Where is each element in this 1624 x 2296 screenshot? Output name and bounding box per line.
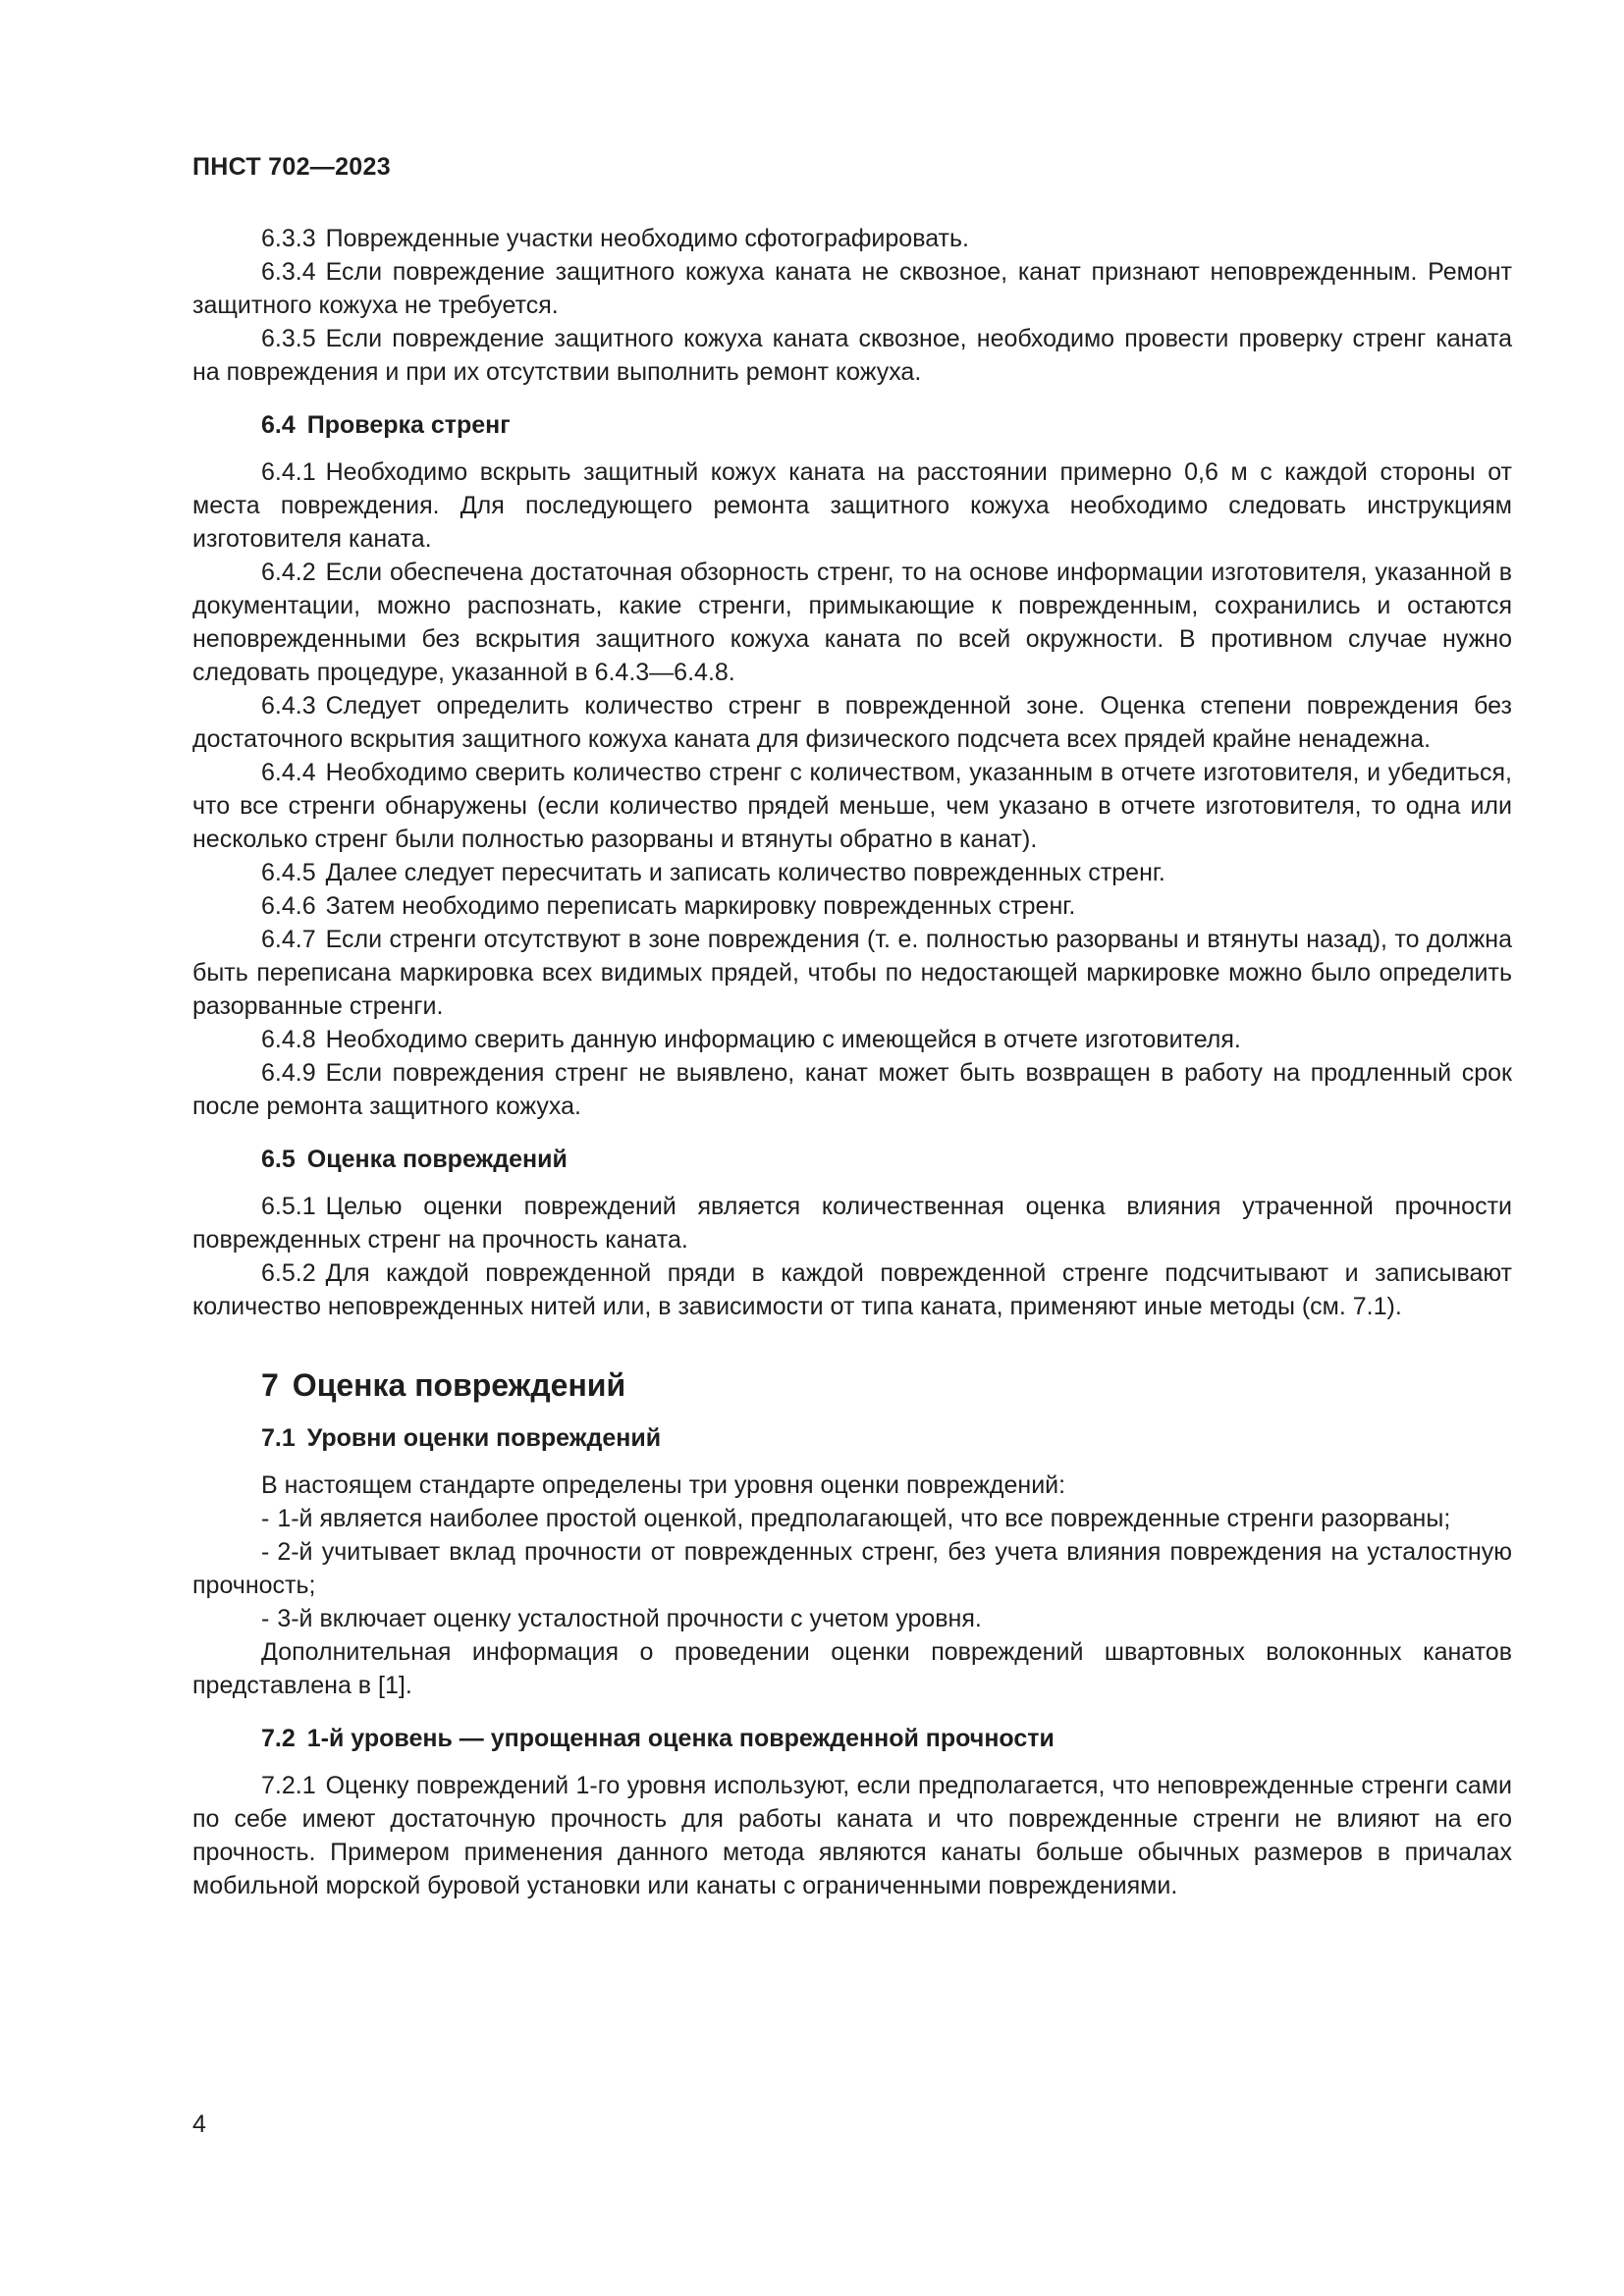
- clause-7-2-1: [192, 1769, 1512, 1902]
- clause-text: Для каждой поврежденной пряди в каждой поврежденной стренге подсчитывают и записывают количество неповрежденных нитей или, в зависимости от типа каната, применяют иные методы (см. 7.1).: [192, 1259, 1512, 1320]
- document-body: [192, 222, 1512, 1902]
- clause-number: 6.5.1: [261, 1193, 316, 1220]
- section-title: Уровни оценки повреждений: [306, 1424, 662, 1452]
- page-number: 4: [192, 2110, 206, 2138]
- bullet-dash: -: [261, 1538, 270, 1566]
- clause-6-4-6: [192, 889, 1512, 923]
- level-bullet-3: [192, 1602, 1512, 1635]
- clause-number: 7.2.1: [261, 1772, 316, 1799]
- section-heading-7-2: [192, 1722, 1512, 1755]
- clause-6-4-9: [192, 1056, 1512, 1123]
- clause-number: 6.3.4: [261, 258, 316, 286]
- clause-6-4-3: [192, 689, 1512, 756]
- bullet-dash: -: [261, 1505, 270, 1532]
- clause-number: 6.4.5: [261, 859, 316, 886]
- clause-number: 6.4.1: [261, 458, 316, 486]
- document-id-header: ПНСТ 702—2023: [192, 153, 391, 181]
- levels-intro: В настоящем стандарте определены три уровня оценки повреждений:: [261, 1471, 1066, 1499]
- section-heading-7-1: [192, 1421, 1512, 1455]
- clause-text: Поврежденные участки необходимо сфотографировать.: [325, 225, 969, 252]
- level-bullet-2: [192, 1535, 1512, 1602]
- clause-6-3-5: [192, 322, 1512, 389]
- clause-6-3-3: [192, 222, 1512, 255]
- clause-number: 6.4.3: [261, 692, 316, 720]
- section-number: 6.4: [261, 411, 296, 439]
- clause-number: 6.4.6: [261, 892, 316, 920]
- clause-number: 6.4.4: [261, 759, 316, 786]
- section-title: Оценка повреждений: [306, 1146, 568, 1173]
- section-number: 7.1: [261, 1424, 296, 1452]
- clause-text: Оценку повреждений 1-го уровня используют, если предполагается, что неповрежденные стренги сами по себе имеют достаточную прочность для работы каната и что поврежденные стренги не влияют на его прочность. Примером применения данного метода являются канаты больше обычных размеров в причалах мобильной морской буровой установки или канаты с ограниченными повреждениями.: [192, 1772, 1512, 1899]
- clause-number: 6.4.8: [261, 1026, 316, 1053]
- bullet-dash: -: [261, 1605, 270, 1632]
- clause-text: Если стренги отсутствуют в зоне повреждения (т. е. полностью разорваны и втянуты назад), то должна быть переписана маркировка всех видимых прядей, чтобы по недостающей маркировке можно было определить разорванные стренги.: [192, 926, 1512, 1020]
- clause-text: Далее следует пересчитать и записать количество поврежденных стренг.: [325, 859, 1165, 886]
- clause-text: Следует определить количество стренг в поврежденной зоне. Оценка степени повреждения без достаточного вскрытия защитного кожуха каната для физического подсчета всех прядей крайне ненадежна.: [192, 692, 1512, 753]
- clause-6-4-4: [192, 756, 1512, 856]
- clause-number: 6.3.3: [261, 225, 316, 252]
- levels-outro: Дополнительная информация о проведении оценки повреждений швартовных волоконных канатов представлена в [1].: [192, 1638, 1512, 1699]
- clause-number: 6.4.9: [261, 1059, 316, 1087]
- clause-number: 6.4.2: [261, 559, 316, 586]
- section-heading-6-4: [192, 408, 1512, 442]
- clause-6-4-7: [192, 923, 1512, 1023]
- clause-text: Необходимо вскрыть защитный кожух каната на расстоянии примерно 0,6 м с каждой стороны от места повреждения. Для последующего ремонта защитного кожуха необходимо следовать инструкциям изготовителя каната.: [192, 458, 1512, 553]
- section-title: Проверка стренг: [306, 411, 511, 439]
- level-bullet-1: [192, 1502, 1512, 1535]
- clause-6-4-8: [192, 1023, 1512, 1056]
- clause-number: 6.3.5: [261, 325, 316, 352]
- section-number: 7.2: [261, 1725, 296, 1752]
- clause-6-4-2: [192, 556, 1512, 689]
- clause-6-5-1: [192, 1190, 1512, 1256]
- bullet-text: 2-й учитывает вклад прочности от поврежденных стренг, без учета влияния повреждения на усталостную прочность;: [192, 1538, 1512, 1599]
- clause-text: Необходимо сверить данную информацию с имеющейся в отчете изготовителя.: [325, 1026, 1241, 1053]
- clause-text: Целью оценки повреждений является количественная оценка влияния утраченной прочности поврежденных стренг на прочность каната.: [192, 1193, 1512, 1254]
- chapter-heading-7: [192, 1364, 1512, 1406]
- section-title: 1-й уровень — упрощенная оценка поврежденной прочности: [306, 1725, 1055, 1752]
- clause-6-5-2: [192, 1256, 1512, 1323]
- clause-text: Если повреждение защитного кожуха каната не сквозное, канат признают неповрежденным. Ремонт защитного кожуха не требуется.: [192, 258, 1512, 319]
- clause-text: Необходимо сверить количество стренг с количеством, указанным в отчете изготовителя, и убедиться, что все стренги обнаружены (если количество прядей меньше, чем указано в отчете изготовителя, то одна или несколько стренг были полностью разорваны и втянуты обратно в канат).: [192, 759, 1512, 853]
- bullet-text: 3-й включает оценку усталостной прочности с учетом уровня.: [277, 1605, 982, 1632]
- chapter-title: Оценка повреждений: [292, 1367, 626, 1403]
- clause-6-3-4: [192, 255, 1512, 322]
- clause-text: Если повреждение защитного кожуха каната сквозное, необходимо провести проверку стренг каната на повреждения и при их отсутствии выполнить ремонт кожуха.: [192, 325, 1512, 386]
- section-number: 6.5: [261, 1146, 296, 1173]
- clause-text: Если повреждения стренг не выявлено, канат может быть возвращен в работу на продленный срок после ремонта защитного кожуха.: [192, 1059, 1512, 1120]
- clause-text: Если обеспечена достаточная обзорность стренг, то на основе информации изготовителя, указанной в документации, можно распознать, какие стренги, примыкающие к поврежденным, сохранились и остаются неповрежденными без вскрытия защитного кожуха каната по всей окружности. В противном случае нужно следовать процедуре, указанной в 6.4.3—6.4.8.: [192, 559, 1512, 686]
- clause-6-4-5: [192, 856, 1512, 889]
- clause-text: Затем необходимо переписать маркировку поврежденных стренг.: [325, 892, 1076, 920]
- clause-number: 6.4.7: [261, 926, 316, 953]
- clause-number: 6.5.2: [261, 1259, 316, 1287]
- chapter-number: 7: [261, 1367, 279, 1403]
- clause-6-4-1: [192, 455, 1512, 556]
- bullet-text: 1-й является наиболее простой оценкой, предполагающей, что все поврежденные стренги разорваны;: [277, 1505, 1451, 1532]
- section-heading-6-5: [192, 1143, 1512, 1176]
